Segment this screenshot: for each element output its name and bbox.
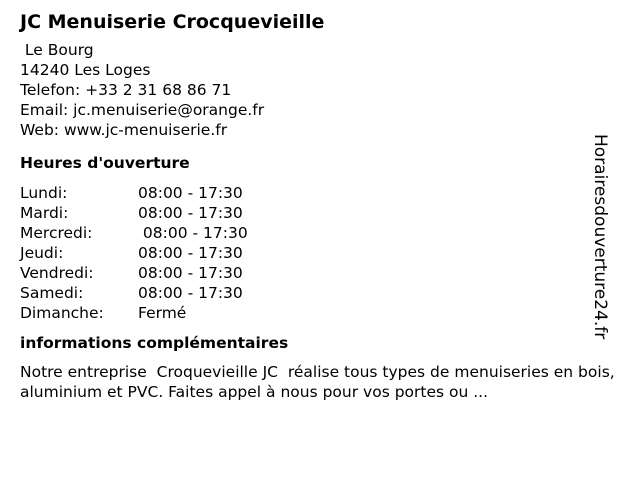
- info-title: informations complémentaires: [20, 334, 289, 352]
- hours-time: 08:00 - 17:30: [138, 244, 243, 262]
- hours-row-sunday: [20, 303, 615, 323]
- email-line[interactable]: Email: jc.menuiserie@orange.fr: [20, 101, 265, 119]
- hours-time: 08:00 - 17:30: [138, 204, 243, 222]
- hours-day: Vendredi:: [20, 264, 94, 282]
- hours-row-friday: [20, 263, 615, 283]
- hours-day: Mardi:: [20, 204, 69, 222]
- phone-line[interactable]: Telefon: +33 2 31 68 86 71: [20, 81, 232, 99]
- hours-row-monday: [20, 183, 615, 203]
- web-line[interactable]: Web: www.jc-menuiserie.fr: [20, 121, 228, 139]
- address-city: 14240 Les Loges: [20, 61, 151, 79]
- business-card: [20, 10, 620, 402]
- hours-day: Lundi:: [20, 184, 68, 202]
- hours-table: [20, 183, 615, 323]
- hours-time: Fermé: [138, 304, 187, 322]
- hours-day: Dimanche:: [20, 304, 104, 322]
- hours-row-wednesday: [20, 223, 615, 243]
- hours-title: Heures d'ouverture: [20, 154, 190, 172]
- hours-time: 08:00 - 17:30: [138, 184, 243, 202]
- hours-time: 08:00 - 17:30: [138, 264, 243, 282]
- hours-time: 08:00 - 17:30: [138, 284, 243, 302]
- hours-row-saturday: [20, 283, 615, 303]
- hours-day: Samedi:: [20, 284, 84, 302]
- contact-block: [20, 40, 615, 140]
- business-name: JC Menuiserie Crocquevieille: [20, 11, 325, 33]
- hours-day: Jeudi:: [20, 244, 64, 262]
- hours-row-tuesday: [20, 203, 615, 223]
- hours-day: Mercredi:: [20, 224, 93, 242]
- hours-row-thursday: [20, 243, 615, 263]
- info-description: Notre entreprise Croquevieille JC réalise tous types de menuiseries en bois, aluminium et PVC. Faites appel à nous pour vos portes ou ...: [20, 363, 620, 401]
- address-street: Le Bourg: [20, 41, 94, 59]
- hours-time: 08:00 - 17:30: [138, 224, 248, 242]
- site-watermark[interactable]: Horairesdouverture24.fr: [590, 134, 610, 340]
